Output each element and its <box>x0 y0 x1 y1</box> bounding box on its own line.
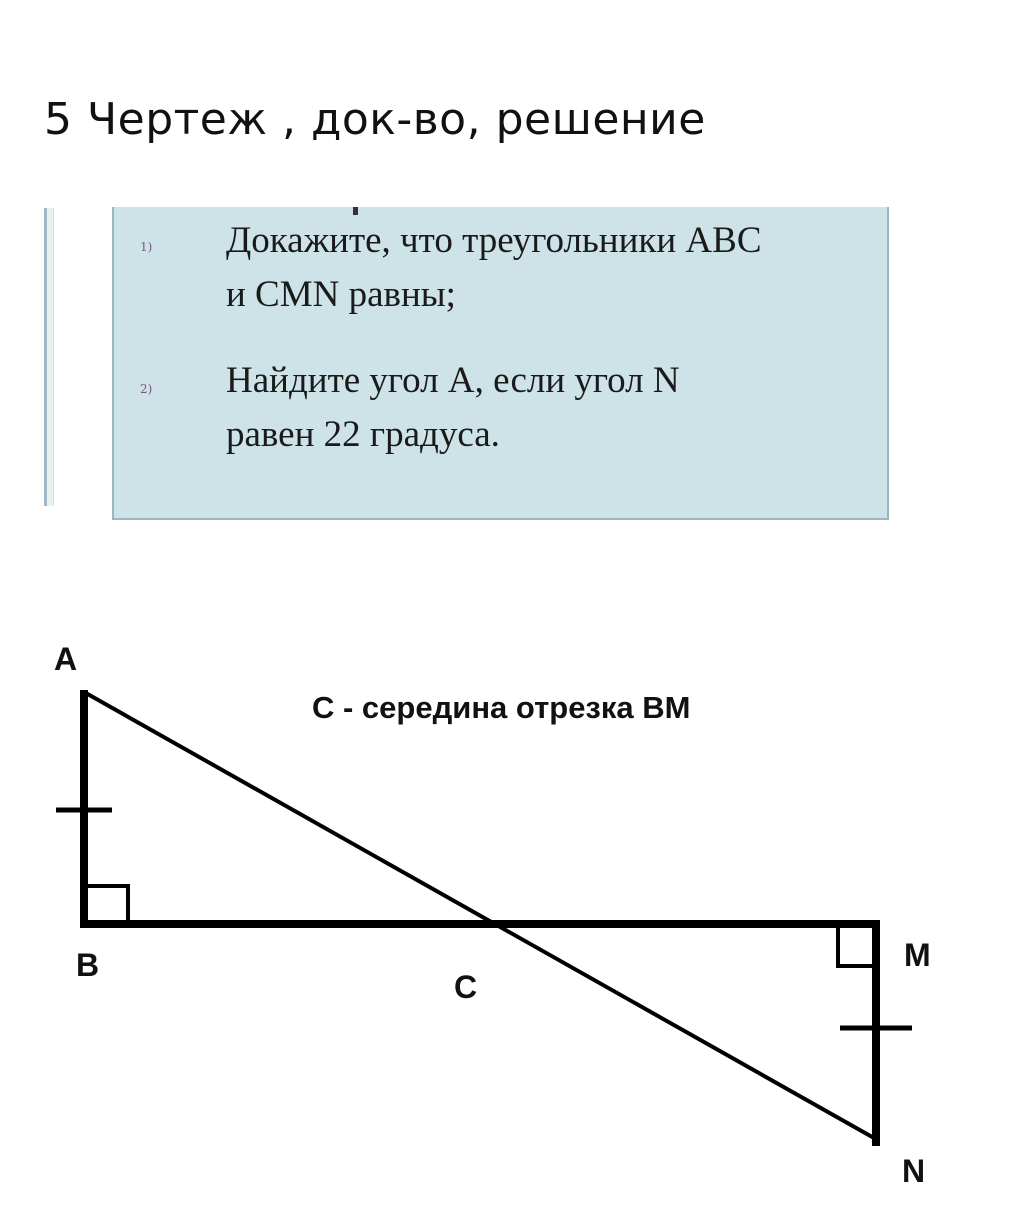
diagram-note: C - середина отрезка BM <box>312 690 691 725</box>
right-angle-b <box>88 886 128 920</box>
task-item-2-line-1: Найдите угол A, если угол N <box>226 360 680 401</box>
label-m: M <box>904 937 931 973</box>
segment-an <box>84 692 874 1138</box>
right-angle-m <box>838 928 872 966</box>
task-item-2-line-2: равен 22 градуса. <box>226 414 500 455</box>
task-item-1-line-2: и CMN равны; <box>226 274 456 315</box>
page-title: 5 Чертеж , док-во, решение <box>44 94 706 145</box>
label-b: B <box>76 947 100 983</box>
label-c: C <box>454 969 478 1005</box>
label-a: A <box>54 641 78 677</box>
label-n: N <box>902 1153 926 1189</box>
task-item-1-number: 1) <box>140 240 153 254</box>
task-item-1-line-1: Докажите, что треугольники ABC <box>226 220 762 261</box>
task-item-2-number: 2) <box>140 382 153 396</box>
